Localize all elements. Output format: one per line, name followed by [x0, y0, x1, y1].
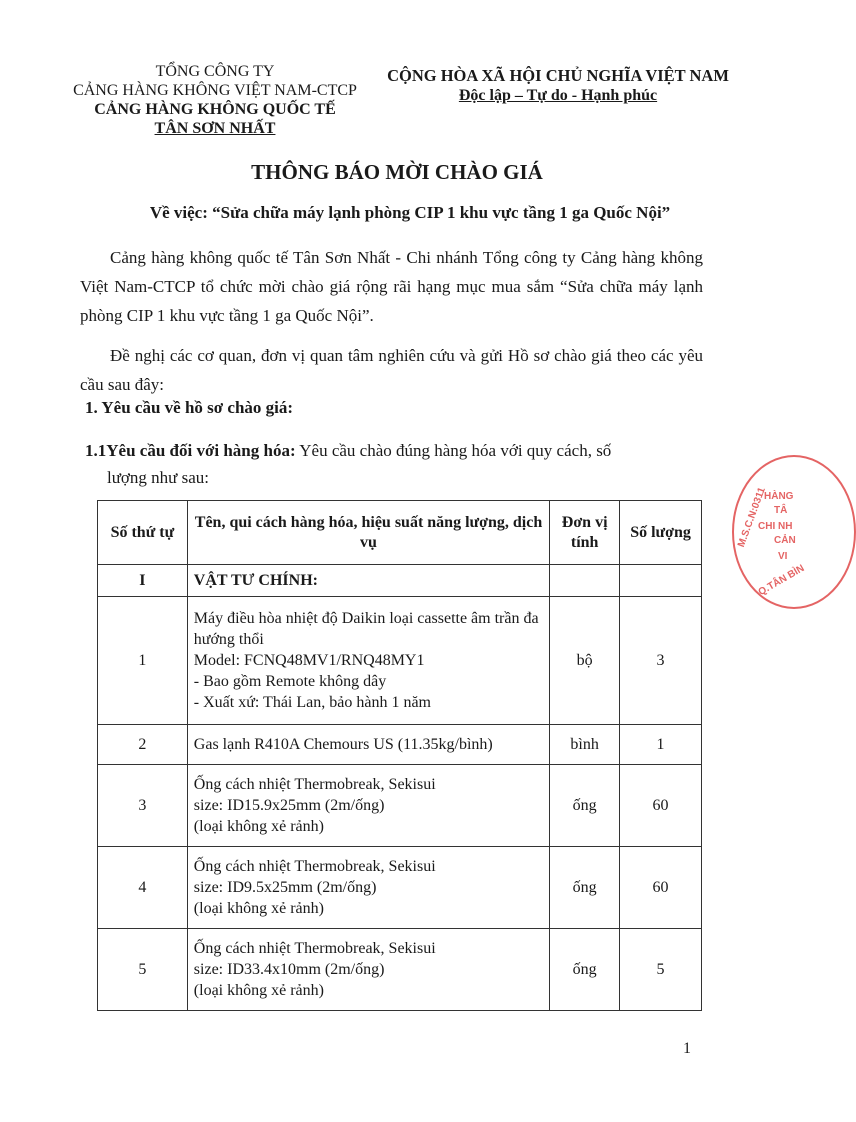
group-qty — [620, 565, 702, 597]
issuer-line-2: CẢNG HÀNG KHÔNG VIỆT NAM-CTCP — [73, 82, 357, 99]
row-unit: ống — [550, 765, 620, 847]
row-desc — [187, 725, 549, 765]
table-row — [98, 725, 702, 765]
stamp-text-c: TÂ — [774, 505, 788, 516]
section-1-1-text: Yêu cầu chào đúng hàng hóa với quy cách, số — [295, 441, 612, 460]
header-no: Số thứ tự — [98, 501, 188, 565]
section-1-1-continuation: lượng như sau: — [107, 468, 210, 487]
issuer-header — [50, 62, 380, 138]
row-desc-line: Ống cách nhiệt Thermobreak, Sekisui — [193, 940, 436, 957]
red-stamp — [732, 455, 856, 609]
row-desc-line: - Xuất xứ: Thái Lan, bảo hành 1 năm — [193, 694, 431, 711]
stamp-text-g: Q.TÂN BÌN — [756, 562, 807, 599]
stamp-text-d: CHI NH — [758, 521, 793, 532]
row-desc-line: Ống cách nhiệt Thermobreak, Sekisui — [193, 776, 436, 793]
stamp-text-a: M.S.C.N:0311 — [736, 485, 768, 549]
national-motto: Độc lập – Tự do - Hạnh phúc — [458, 87, 658, 104]
request-paragraph: Đề nghị các cơ quan, đơn vị quan tâm nghiên cứu và gửi Hồ sơ chào giá theo các yêu cầu sau đây: — [80, 346, 703, 394]
row-desc-line: Model: FCNQ48MV1/RNQ48MY1 — [193, 652, 425, 669]
row-unit: ống — [550, 929, 620, 1011]
table-row — [98, 597, 702, 725]
row-no: 4 — [98, 847, 188, 929]
row-no: 2 — [98, 725, 188, 765]
row-no: 3 — [98, 765, 188, 847]
row-no: 5 — [98, 929, 188, 1011]
group-no: I — [98, 565, 188, 597]
group-title: VẬT TƯ CHÍNH: — [187, 565, 549, 597]
row-desc — [187, 765, 549, 847]
row-desc-line: - Bao gồm Remote không dây — [193, 673, 387, 690]
issuer-line-1: TỔNG CÔNG TY — [155, 63, 275, 80]
group-unit — [550, 565, 620, 597]
row-desc — [187, 597, 549, 725]
stamp-text-b: HÀNG — [764, 491, 794, 502]
row-desc-line: (loại không xẻ rảnh) — [193, 818, 324, 835]
row-desc — [187, 847, 549, 929]
row-desc-line: size: ID33.4x10mm (2m/ống) — [193, 961, 385, 978]
table-group-row — [98, 565, 702, 597]
section-1-1-label: 1.1Yêu cầu đối với hàng hóa: — [85, 441, 296, 460]
stamp-text-f: VI — [778, 551, 788, 562]
issuer-line-3: CẢNG HÀNG KHÔNG QUỐC TẾ — [94, 101, 336, 118]
document-title: THÔNG BÁO MỜI CHÀO GIÁ — [251, 160, 543, 184]
row-qty: 60 — [620, 765, 702, 847]
row-unit: bình — [550, 725, 620, 765]
national-title: CỘNG HÒA XÃ HỘI CHỦ NGHĨA VIỆT NAM — [387, 66, 729, 85]
row-qty: 5 — [620, 929, 702, 1011]
row-desc-line: (loại không xẻ rảnh) — [193, 982, 324, 999]
page-number: 1 — [683, 1040, 691, 1057]
header-unit: Đơn vị tính — [550, 501, 620, 565]
row-desc-line: size: ID9.5x25mm (2m/ống) — [193, 879, 377, 896]
table-row — [98, 765, 702, 847]
row-qty: 1 — [620, 725, 702, 765]
row-desc — [187, 929, 549, 1011]
goods-table — [97, 500, 702, 1011]
section-1-heading: 1. Yêu cầu về hồ sơ chào giá: — [85, 398, 294, 417]
table-row — [98, 929, 702, 1011]
issuer-line-4: TÂN SƠN NHẤT — [154, 120, 276, 137]
header-qty: Số lượng — [620, 501, 702, 565]
table-header-row — [98, 501, 702, 565]
row-desc-line: Gas lạnh R410A Chemours US (11.35kg/bình) — [193, 736, 493, 753]
row-desc-line: (loại không xẻ rảnh) — [193, 900, 324, 917]
row-unit: bộ — [550, 597, 620, 725]
row-qty: 3 — [620, 597, 702, 725]
intro-paragraph: Cảng hàng không quốc tế Tân Sơn Nhất - Chi nhánh Tổng công ty Cảng hàng không Việt Nam-CTCP tổ chức mời chào giá rộng rãi hạng mục mua sắm “Sửa chữa máy lạnh phòng CIP 1 khu vực tầng 1 ga Quốc Nội”. — [80, 248, 703, 325]
row-unit: ống — [550, 847, 620, 929]
header-name: Tên, qui cách hàng hóa, hiệu suất năng lượng, dịch vụ — [187, 501, 549, 565]
row-qty: 60 — [620, 847, 702, 929]
row-desc-line: Máy điều hòa nhiệt độ Daikin loại cassette âm trần đa hướng thổi — [193, 610, 539, 648]
row-desc-line: Ống cách nhiệt Thermobreak, Sekisui — [193, 858, 436, 875]
document-subject: Về việc: “Sửa chữa máy lạnh phòng CIP 1 khu vực tầng 1 ga Quốc Nội” — [149, 203, 671, 222]
section-1-1 — [85, 437, 685, 491]
table-row — [98, 847, 702, 929]
row-no: 1 — [98, 597, 188, 725]
row-desc-line: size: ID15.9x25mm (2m/ống) — [193, 797, 385, 814]
national-header — [380, 66, 736, 106]
stamp-text-e: CẢN — [774, 535, 796, 546]
